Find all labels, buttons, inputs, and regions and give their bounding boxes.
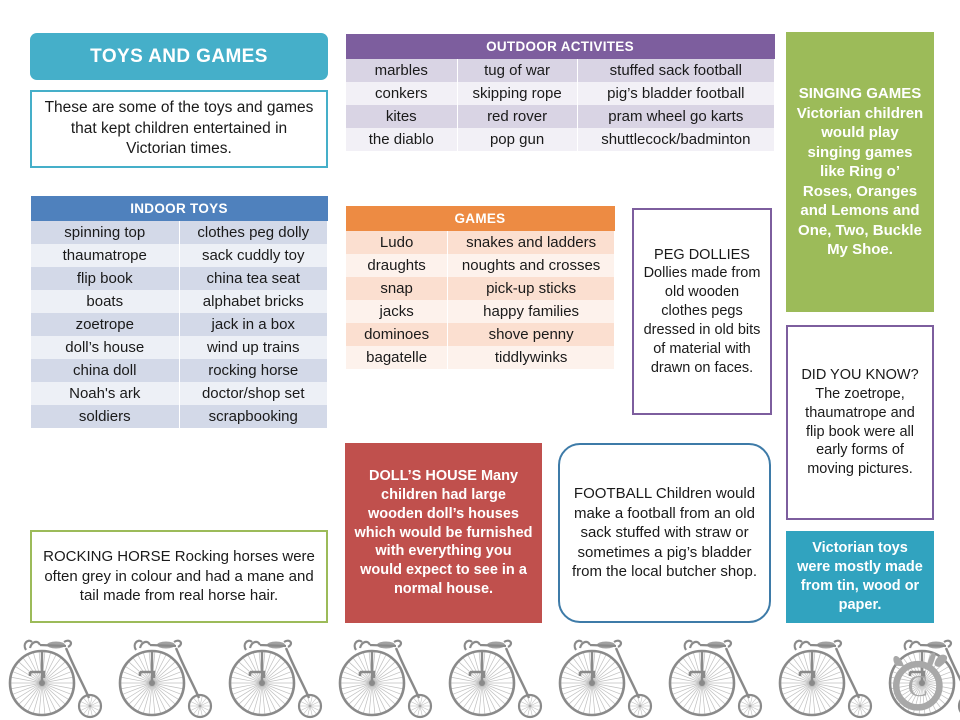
penny-farthing-decoration-strip [0, 628, 960, 720]
table-row [31, 290, 328, 313]
peg-dollies-panel [632, 208, 772, 415]
table-cell: skipping rope [457, 82, 577, 105]
football-panel [558, 443, 771, 623]
table-cell: conkers [346, 82, 458, 105]
table-cell: sack cuddly toy [179, 244, 328, 267]
penny-farthing-bicycle-icon [440, 628, 550, 720]
table-cell: stuffed sack football [577, 59, 774, 82]
table-row [31, 313, 328, 336]
victorian-toys-text: Victorian toys were mostly made from tin, wood or paper. [797, 540, 923, 613]
table-row [31, 221, 328, 244]
table-cell: jack in a box [179, 313, 328, 336]
victorian-toys-panel [786, 531, 934, 623]
table-row [31, 382, 328, 405]
table-cell: draughts [346, 254, 448, 277]
table-row [31, 359, 328, 382]
table-row [346, 231, 615, 254]
table-row [31, 405, 328, 428]
intro-text-box [30, 90, 328, 168]
svg-text:C: C [907, 668, 928, 703]
table-row [31, 336, 328, 359]
table-cell: marbles [346, 59, 458, 82]
table-cell: wind up trains [179, 336, 328, 359]
table-cell: Noah's ark [31, 382, 180, 405]
table-cell: zoetrope [31, 313, 180, 336]
penny-farthing-bicycle-icon [220, 628, 330, 720]
games-body [346, 231, 615, 369]
table-cell: pop gun [457, 128, 577, 151]
singing-games-panel [786, 32, 934, 312]
table-cell: spinning top [31, 221, 180, 244]
outdoor-activities-header: OUTDOOR ACTIVITES [346, 34, 775, 59]
table-cell: scrapbooking [179, 405, 328, 428]
table-row [346, 59, 775, 82]
table-cell: noughts and crosses [448, 254, 615, 277]
table-cell: happy families [448, 300, 615, 323]
indoor-toys-table [30, 196, 328, 428]
penny-farthing-bicycle-icon [0, 628, 110, 720]
outdoor-activities-table [345, 34, 775, 151]
table-cell: red rover [457, 105, 577, 128]
indoor-toys-body [31, 221, 328, 428]
table-cell: snap [346, 277, 448, 300]
table-row [346, 323, 615, 346]
copyright-moose-logo [884, 644, 956, 716]
dolls-house-text: DOLL’S HOUSE Many children had large wooden doll’s houses which would be furnished with everything you would expect to see in a normal house. [354, 468, 533, 598]
table-cell: soldiers [31, 405, 180, 428]
table-row [346, 277, 615, 300]
table-cell: shuttlecock/badminton [577, 128, 774, 151]
penny-farthing-bicycle-icon [660, 628, 770, 720]
table-row [346, 254, 615, 277]
table-row [31, 267, 328, 290]
table-cell: rocking horse [179, 359, 328, 382]
table-cell: pig’s bladder football [577, 82, 774, 105]
football-text: FOOTBALL Children would make a football from an old sack stuffed with straw or sometimes a pig’s bladder from the local butcher shop. [571, 485, 758, 581]
table-cell: thaumatrope [31, 244, 180, 267]
table-cell: kites [346, 105, 458, 128]
table-row [346, 300, 615, 323]
table-cell: clothes peg dolly [179, 221, 328, 244]
rocking-horse-text: ROCKING HORSE Rocking horses were often grey in colour and had a mane and tail made from real horse hair. [43, 548, 315, 605]
table-cell: jacks [346, 300, 448, 323]
intro-text: These are some of the toys and games that kept children entertained in Victorian times. [44, 99, 314, 158]
did-you-know-text: DID YOU KNOW? The zoetrope, thaumatrope and flip book were all early forms of moving pictures. [801, 366, 919, 478]
table-cell: china doll [31, 359, 180, 382]
table-cell: bagatelle [346, 346, 448, 369]
indoor-toys-header: INDOOR TOYS [31, 196, 328, 221]
table-cell: tug of war [457, 59, 577, 82]
table-cell: doll’s house [31, 336, 180, 359]
table-cell: pram wheel go karts [577, 105, 774, 128]
games-header: GAMES [346, 206, 615, 231]
dolls-house-panel [345, 443, 542, 623]
did-you-know-panel [786, 325, 934, 520]
penny-farthing-bicycle-icon [330, 628, 440, 720]
peg-dollies-text: PEG DOLLIES Dollies made from old wooden clothes pegs dressed in old bits of material with drawn on faces. [643, 246, 761, 376]
outdoor-activities-body [346, 59, 775, 151]
table-cell: doctor/shop set [179, 382, 328, 405]
table-row [346, 82, 775, 105]
table-cell: dominoes [346, 323, 448, 346]
penny-farthing-bicycle-icon [550, 628, 660, 720]
page-title: TOYS AND GAMES [90, 45, 268, 67]
table-cell: alphabet bricks [179, 290, 328, 313]
table-cell: snakes and ladders [448, 231, 615, 254]
page-title-banner [30, 33, 328, 80]
singing-games-text: SINGING GAMES Victorian children would play singing games like Ring o’ Roses, Oranges and Lemons and One, Two, Buckle My Shoe. [796, 85, 924, 259]
penny-farthing-bicycle-icon [770, 628, 880, 720]
table-cell: the diablo [346, 128, 458, 151]
table-cell: pick-up sticks [448, 277, 615, 300]
table-cell: flip book [31, 267, 180, 290]
table-row [346, 105, 775, 128]
table-row [346, 346, 615, 369]
rocking-horse-panel [30, 530, 328, 623]
games-table [345, 206, 615, 369]
table-cell: boats [31, 290, 180, 313]
table-row [346, 128, 775, 151]
table-cell: china tea seat [179, 267, 328, 290]
penny-farthing-bicycle-icon [110, 628, 220, 720]
table-cell: tiddlywinks [448, 346, 615, 369]
table-cell: Ludo [346, 231, 448, 254]
table-cell: shove penny [448, 323, 615, 346]
table-row [31, 244, 328, 267]
